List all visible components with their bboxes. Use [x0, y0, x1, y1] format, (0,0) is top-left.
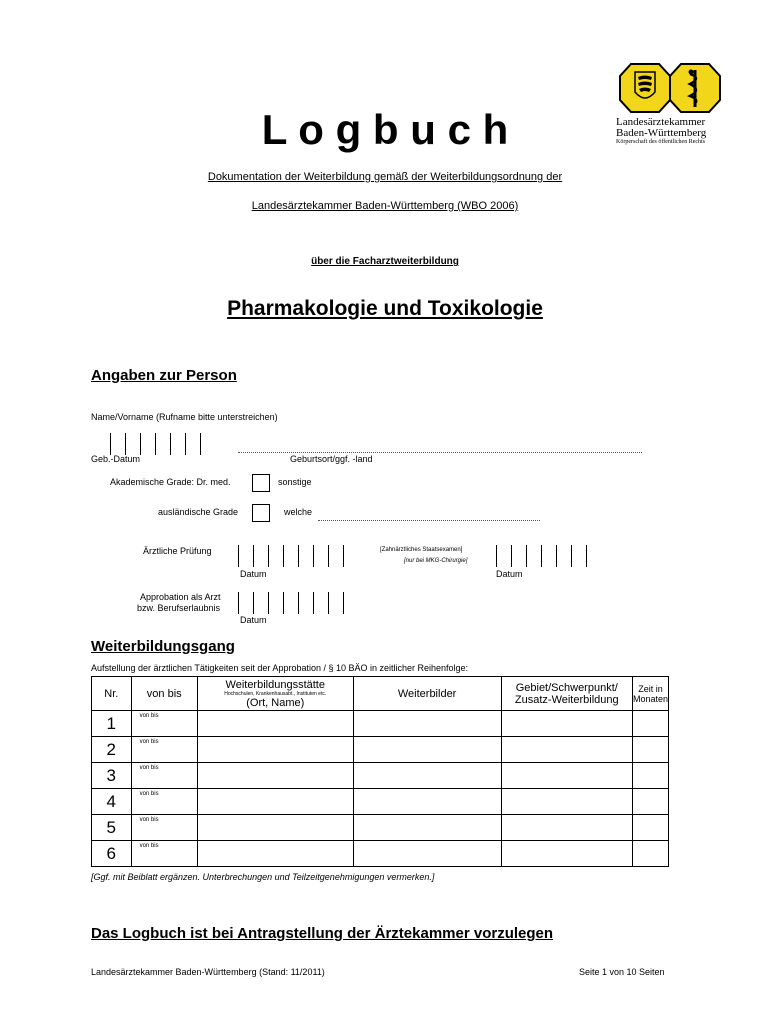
row-staette-cell[interactable]	[197, 789, 353, 815]
table-row	[92, 711, 669, 737]
row-gebiet-cell[interactable]	[501, 763, 632, 789]
col-gebiet	[501, 677, 632, 711]
col-weiterbilder	[353, 677, 501, 711]
ausl-checkbox[interactable]	[252, 504, 270, 522]
row-zeit-cell[interactable]	[632, 763, 668, 789]
approb-datum-label: Datum	[240, 615, 267, 625]
row-gebiet-cell[interactable]	[501, 711, 632, 737]
table-row	[92, 763, 669, 789]
closing-statement: Das Logbuch ist bei Antragstellung der Ärztekammer vorzulegen	[91, 925, 554, 942]
zahn-datum-label: Datum	[496, 569, 523, 579]
row-vonbis[interactable]: von bis	[131, 841, 197, 867]
col-nr-label: Nr.	[104, 687, 119, 700]
pruefung-boxes[interactable]	[238, 545, 344, 567]
row-weiterbilder-cell[interactable]	[353, 763, 501, 789]
col-weiterbilder-label: Weiterbilder	[397, 687, 457, 700]
col-zeit-line2: Monaten	[632, 693, 668, 704]
row-nr: 1	[92, 711, 132, 737]
subtitle-line1: Dokumentation der Weiterbildung gemäß der Weiterbildungsordnung der	[207, 171, 563, 183]
logo-name-line1: Landesärztekammer	[616, 116, 706, 128]
zahn-label-line2: [nur bei MKG-Chirurgie]	[404, 558, 468, 564]
row-nr: 5	[92, 815, 132, 841]
row-staette-cell[interactable]	[197, 763, 353, 789]
name-label: Name/Vorname (Rufname bitte unterstreichen)	[91, 412, 278, 422]
row-vonbis[interactable]: von bis	[131, 763, 197, 789]
zahn-text2: nur bei MKG-Chirurgie	[405, 558, 466, 564]
row-gebiet-cell[interactable]	[501, 737, 632, 763]
zahn-text1: Zahnärztliches Staatsexamen	[381, 547, 461, 553]
welche-label: welche	[284, 507, 313, 517]
row-gebiet-cell[interactable]	[501, 815, 632, 841]
ueber-line: über die Facharztweiterbildung	[311, 256, 459, 267]
table-header-row	[92, 677, 669, 711]
col-staette-label: Weiterbildungsstätte	[225, 679, 325, 691]
table-row	[92, 815, 669, 841]
gang-note: [Ggf. mit Beiblatt ergänzen. Unterbrechungen und Teilzeitgenehmigungen vermerken.]	[91, 872, 435, 882]
col-staette-small: Hochschulen, Krankenhausabt., Instituten etc.	[224, 691, 327, 697]
welche-line[interactable]	[318, 520, 540, 521]
row-nr: 6	[92, 841, 132, 867]
row-vonbis[interactable]: von bis	[131, 789, 197, 815]
page-title: L o g b u c h	[261, 106, 509, 153]
approb-boxes[interactable]	[238, 592, 344, 614]
row-weiterbilder-cell[interactable]	[353, 711, 501, 737]
zahn-label-line1: [Zahnärztliches Staatsexamen]	[380, 547, 463, 553]
row-zeit-cell[interactable]	[632, 841, 668, 867]
weiterbildung-table	[91, 676, 669, 867]
logo-subline: Körperschaft des öffentlichen Rechts	[616, 139, 706, 145]
col-zeit	[632, 677, 668, 711]
table-row	[92, 841, 669, 867]
geburtsort-line[interactable]	[238, 452, 642, 453]
logo-name-line2: Baden-Württemberg	[616, 127, 707, 139]
row-gebiet-cell[interactable]	[501, 789, 632, 815]
row-nr: 2	[92, 737, 132, 763]
col-vonbis	[131, 677, 197, 711]
row-zeit-cell[interactable]	[632, 737, 668, 763]
col-gebiet-line1: Gebiet/Schwerpunkt/	[515, 681, 618, 694]
row-weiterbilder-cell[interactable]	[353, 815, 501, 841]
row-staette-cell[interactable]	[197, 815, 353, 841]
ausl-label: ausländische Grade	[158, 507, 239, 517]
geb-datum-boxes[interactable]	[110, 433, 201, 455]
geburtsort-label: Geburtsort/ggf. -land	[290, 454, 373, 464]
row-weiterbilder-cell[interactable]	[353, 789, 501, 815]
col-staette	[197, 677, 353, 711]
row-nr: 4	[92, 789, 132, 815]
dr-med-checkbox[interactable]	[252, 474, 270, 492]
col-staette-sub: (Ort, Name)	[246, 697, 305, 709]
row-weiterbilder-cell[interactable]	[353, 841, 501, 867]
row-zeit-cell[interactable]	[632, 815, 668, 841]
specialty-title: Pharmakologie und Toxikologie	[227, 297, 543, 320]
row-staette-cell[interactable]	[197, 737, 353, 763]
subtitle-line2: Landesärztekammer Baden-Württemberg (WBO 2006)	[251, 200, 519, 212]
footer-right: Seite 1 von 10 Seiten	[579, 967, 665, 977]
gang-heading: Weiterbildungsgang	[91, 638, 235, 655]
row-zeit-cell[interactable]	[632, 789, 668, 815]
col-zeit-line1: Zeit in	[638, 683, 663, 694]
pruefung-datum-label: Datum	[240, 569, 267, 579]
zahn-boxes[interactable]	[496, 545, 587, 567]
gang-intro: Aufstellung der ärztlichen Tätigkeiten seit der Approbation / § 10 BÄO in zeitlicher Reihenfolge:	[91, 663, 469, 673]
pruefung-label: Ärztliche Prüfung	[143, 546, 212, 556]
footer-left: Landesärztekammer Baden-Württemberg (Stand: 11/2011)	[91, 967, 325, 977]
sonstige-label: sonstige	[278, 477, 312, 487]
row-staette-cell[interactable]	[197, 711, 353, 737]
row-vonbis[interactable]: von bis	[131, 711, 197, 737]
person-heading: Angaben zur Person	[91, 367, 237, 384]
row-zeit-cell[interactable]	[632, 711, 668, 737]
row-gebiet-cell[interactable]	[501, 841, 632, 867]
table-row	[92, 789, 669, 815]
col-vonbis-label: von bis	[146, 687, 182, 700]
geb-datum-label: Geb.-Datum	[91, 454, 141, 464]
row-vonbis[interactable]: von bis	[131, 737, 197, 763]
row-vonbis[interactable]: von bis	[131, 815, 197, 841]
col-gebiet-line2: Zusatz-Weiterbildung	[514, 693, 619, 706]
approb-label-line2: bzw. Berufserlaubnis	[137, 603, 221, 613]
akad-label: Akademische Grade: Dr. med.	[110, 477, 231, 487]
row-weiterbilder-cell[interactable]	[353, 737, 501, 763]
row-nr: 3	[92, 763, 132, 789]
col-nr	[92, 677, 132, 711]
approb-label-line1: Approbation als Arzt	[140, 592, 221, 602]
table-row	[92, 737, 669, 763]
row-staette-cell[interactable]	[197, 841, 353, 867]
